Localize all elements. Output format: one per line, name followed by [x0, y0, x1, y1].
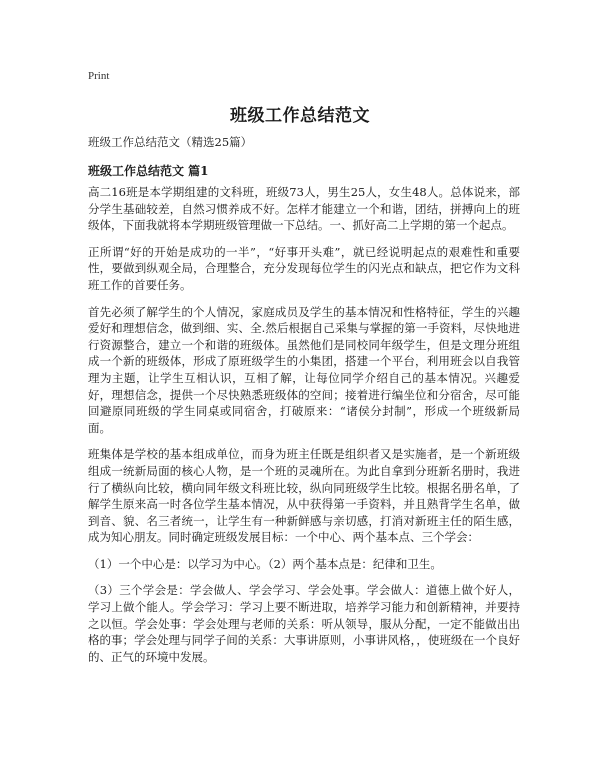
print-link[interactable]: Print — [88, 70, 110, 82]
paragraph-1: 高二16班是本学期组建的文科班，班级73人，男生25人，女生48人。总体说来，部分学生基础较差，自然习惯养成不好。怎样才能建立一个和谐，团结，拼搏向上的班级体，下面我就将本学期班级管理做一下总结。一、抓好高二上学期的第一个起点。 — [88, 185, 520, 233]
paragraph-5: （1）一个中心是：以学习为中心。（2）两个基本点是：纪律和卫生。 — [88, 556, 442, 571]
document-body — [88, 184, 520, 675]
document-subtitle: 班级工作总结范文（精选25篇） — [88, 135, 253, 149]
paragraph-3: 首先必须了解学生的个人情况，家庭成员及学生的基本情况和性格特征，学生的兴趣爱好和理想信念，做到细、实、全.然后根据自己采集与掌握的第一手资料，尽快地进行资源整合，建立一个和谐的班级体。虽然他们是同校同年级学生，但是文理分班组成一个新的班级体，形成了原班级学生的小集团，搭建一个平台，利用班会以自我管理为主题，让学生互相认识，互相了解，让每位同学介绍自己的基本情况。兴趣爱好，理想信念，提供一个尽快熟悉班级体的空间；接着进行编坐位和分宿舍，尽可能回避原同班级的学生同桌或同宿舍，打破原来：“诸侯分封制”，形成一个班级新局面。 — [88, 304, 520, 435]
section-heading: 班级工作总结范文 篇1 — [88, 164, 209, 178]
document-title: 班级工作总结范文 — [230, 106, 370, 126]
paragraph-2: 正所谓“好的开始是成功的一半”，“好事开头难”，就已经说明起点的艰难性和重要性，要做到纵观全局，合理整合，充分发现每位学生的闪光点和缺点，把它作为文科班工作的首要任务。 — [88, 244, 520, 292]
paragraph-6: （3）三个学会是：学会做人、学会学习、学会处事。学会做人：道德上做个好人，学习上做个能人。学会学习：学习上要不断进取，培养学习能力和创新精神，并要持之以恒。学会处事：学会处理与老师的关系：听从领导，服从分配，一定不能做出出格的事；学会处理与同学子间的关系：大事讲原则，小事讲风格，，使班级在一个良好的、正气的环境中发展。 — [88, 583, 520, 664]
paragraph-4: 班集体是学校的基本组成单位，而身为班主任既是组织者又是实施者，是一个新班级组成一统新局面的核心人物，是一个班的灵魂所在。为此自拿到分班新名册时，我进行了横纵向比较，横向同年级文科班比较，纵向同班级学生比较。根据名册名单，了解学生原来高一时各位学生基本情况，从中获得第一手资料，并且熟背学生名单，做到音、貌、名三者统一，让学生有一种新鲜感与亲切感，打消对新班主任的陌生感，成为知心朋友。同时确定班级发展目标：一个中心、两个基本点、三个学会： — [88, 447, 520, 545]
